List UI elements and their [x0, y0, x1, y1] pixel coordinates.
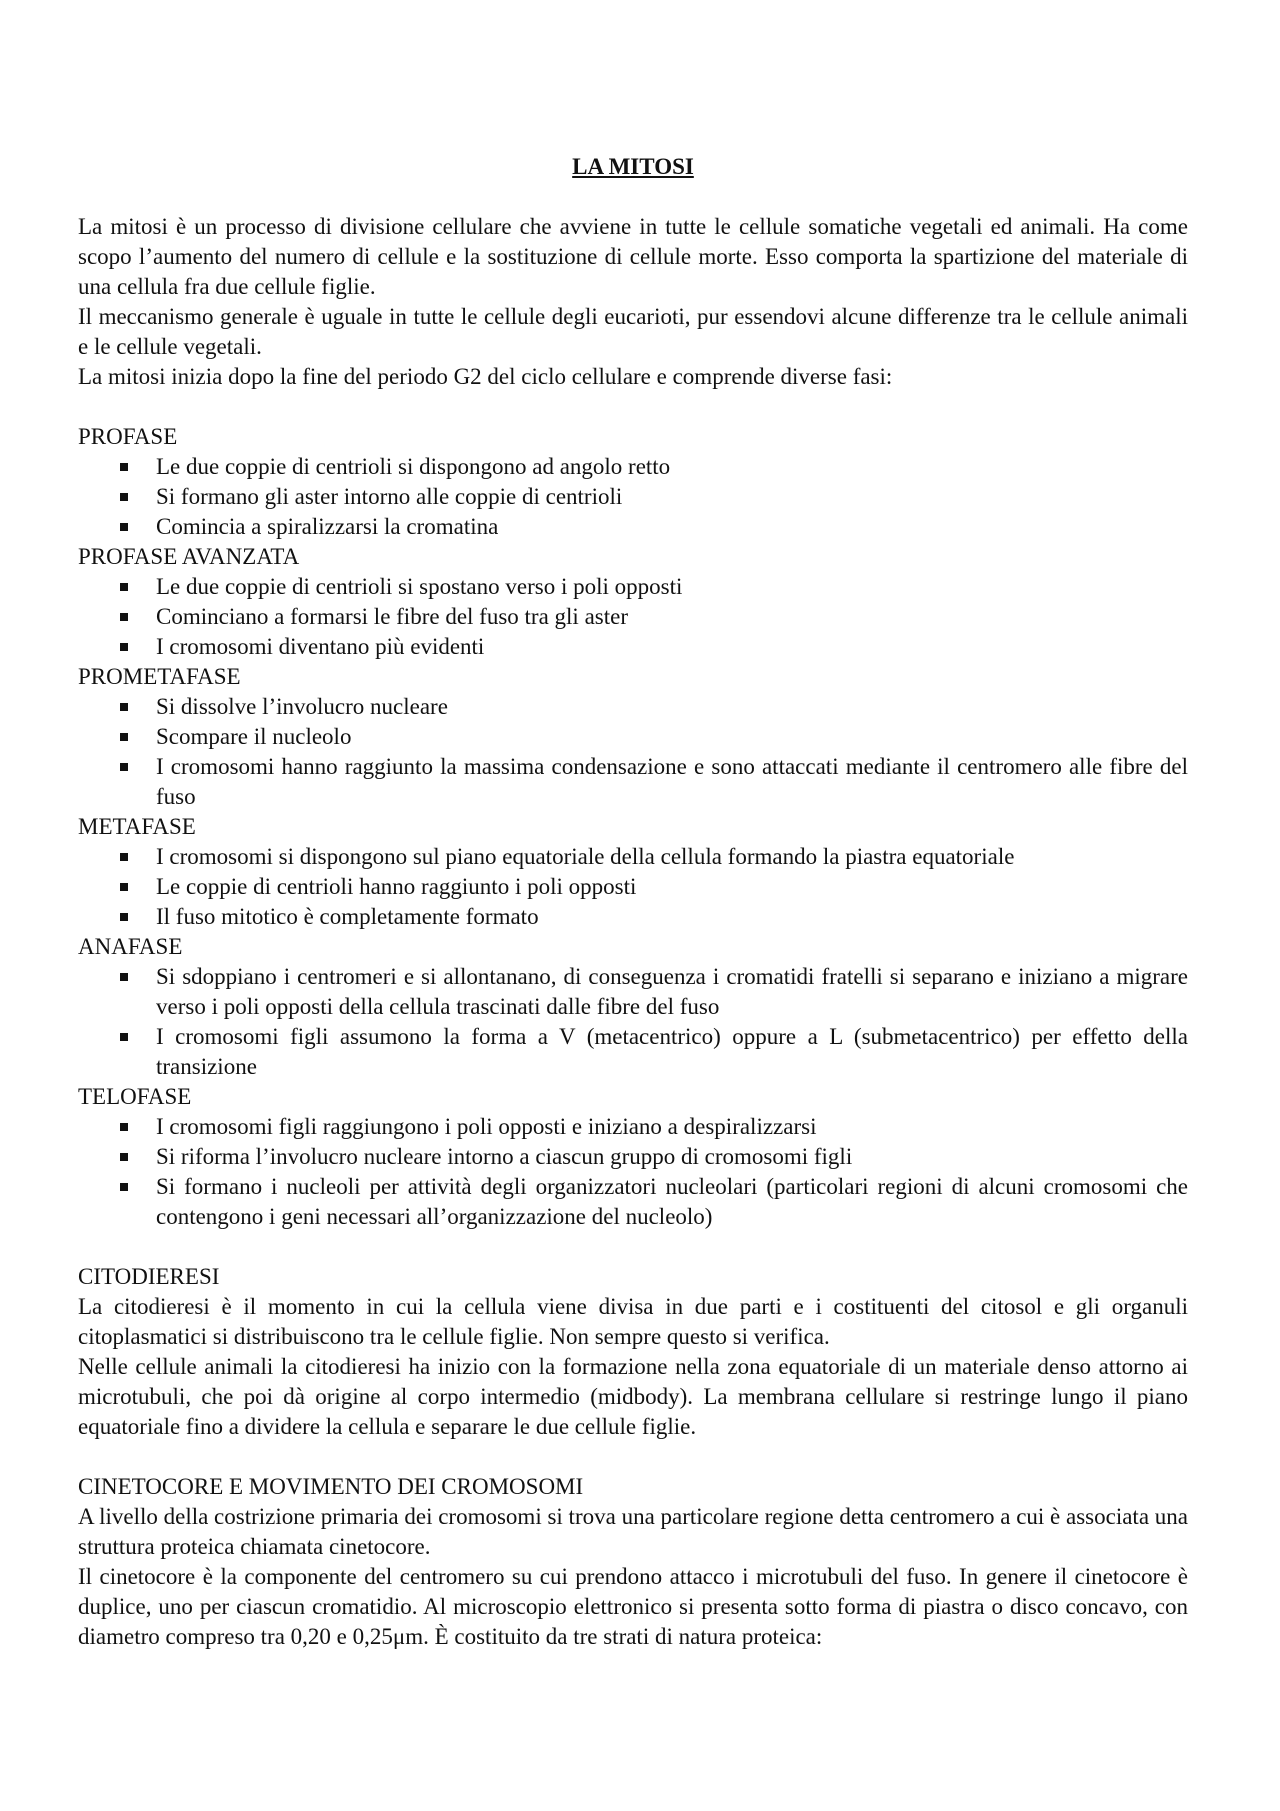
- square-bullet-icon: [120, 973, 128, 981]
- phase-heading: PROFASE AVANZATA: [78, 544, 300, 569]
- list-item: Il fuso mitotico è completamente formato: [78, 902, 1188, 932]
- spacer: [78, 1232, 1188, 1262]
- square-bullet-icon: [120, 703, 128, 711]
- square-bullet-icon: [120, 1033, 128, 1041]
- spacer: [78, 1442, 1188, 1472]
- phase-list: [78, 692, 1188, 812]
- section-paragraph: Nelle cellule animali la citodieresi ha inizio con la formazione nella zona equatoriale di un materiale denso attorno ai microtubuli, che poi dà origine al corpo intermedio (midbody). La membrana cellulare si restringe lungo il piano equatoriale fino a dividere la cellula e separare le due cellule figlie.: [78, 1354, 1188, 1439]
- phase-section: [78, 542, 1188, 662]
- phase-list: [78, 962, 1188, 1082]
- phase-heading: ANAFASE: [78, 934, 183, 959]
- section-paragraph: La citodieresi è il momento in cui la cellula viene divisa in due parti e i costituenti del citosol e gli organuli citoplasmatici si distribuiscono tra le cellule figlie. Non sempre questo si verifica.: [78, 1294, 1188, 1349]
- square-bullet-icon: [120, 1153, 128, 1161]
- list-item: Le coppie di centrioli hanno raggiunto i poli opposti: [78, 872, 1188, 902]
- list-item: Si formano i nucleoli per attività degli organizzatori nucleolari (particolari regioni di alcuni cromosomi che contengono i geni necessari all’organizzazione del nucleolo): [78, 1172, 1188, 1232]
- phase-list: [78, 842, 1188, 932]
- square-bullet-icon: [120, 763, 128, 771]
- square-bullet-icon: [120, 853, 128, 861]
- list-item: Le due coppie di centrioli si spostano verso i poli opposti: [78, 572, 1188, 602]
- spacer: [78, 392, 1188, 422]
- section-heading: CINETOCORE E MOVIMENTO DEI CROMOSOMI: [78, 1474, 584, 1499]
- list-item: Cominciano a formarsi le fibre del fuso tra gli aster: [78, 602, 1188, 632]
- list-item: I cromosomi hanno raggiunto la massima condensazione e sono attaccati mediante il centromero alle fibre del fuso: [78, 752, 1188, 812]
- square-bullet-icon: [120, 1123, 128, 1131]
- cinetocore-section: [78, 1472, 1188, 1652]
- phase-list: [78, 1112, 1188, 1232]
- list-item: I cromosomi si dispongono sul piano equatoriale della cellula formando la piastra equatoriale: [78, 842, 1188, 872]
- square-bullet-icon: [120, 733, 128, 741]
- phase-section: [78, 662, 1188, 812]
- square-bullet-icon: [120, 613, 128, 621]
- phase-heading: METAFASE: [78, 814, 196, 839]
- intro-paragraph: Il meccanismo generale è uguale in tutte le cellule degli eucarioti, pur essendovi alcune differenze tra le cellule animali e le cellule vegetali.: [78, 304, 1188, 359]
- citodieresi-section: [78, 1262, 1188, 1442]
- intro-paragraph: La mitosi inizia dopo la fine del periodo G2 del ciclo cellulare e comprende diverse fasi:: [78, 364, 893, 389]
- list-item: I cromosomi diventano più evidenti: [78, 632, 1188, 662]
- document-page: [78, 152, 1188, 1652]
- phase-list: [78, 572, 1188, 662]
- square-bullet-icon: [120, 643, 128, 651]
- list-item: Si formano gli aster intorno alle coppie di centrioli: [78, 482, 1188, 512]
- list-item: Si sdoppiano i centromeri e si allontanano, di conseguenza i cromatidi fratelli si separano e iniziano a migrare verso i poli opposti della cellula trascinati dalle fibre del fuso: [78, 962, 1188, 1022]
- square-bullet-icon: [120, 583, 128, 591]
- intro-paragraph: La mitosi è un processo di divisione cellulare che avviene in tutte le cellule somatiche vegetali ed animali. Ha come scopo l’aumento del numero di cellule e la sostituzione di cellule morte. Esso comporta la spartizione del materiale di una cellula fra due cellule figlie.: [78, 214, 1188, 299]
- section-paragraph: Il cinetocore è la componente del centromero su cui prendono attacco i microtubuli del fuso. In genere il cinetocore è duplice, uno per ciascun cromatidio. Al microscopio elettronico si presenta sotto forma di piastra o disco concavo, con diametro compreso tra 0,20 e 0,25μm. È costituito da tre strati di natura proteica:: [78, 1564, 1188, 1649]
- phase-list: [78, 452, 1188, 542]
- square-bullet-icon: [120, 493, 128, 501]
- phase-heading: PROFASE: [78, 424, 178, 449]
- square-bullet-icon: [120, 463, 128, 471]
- square-bullet-icon: [120, 523, 128, 531]
- phase-section: [78, 932, 1188, 1082]
- list-item: I cromosomi figli assumono la forma a V (metacentrico) oppure a L (submetacentrico) per effetto della transizione: [78, 1022, 1188, 1082]
- phase-heading: PROMETAFASE: [78, 664, 241, 689]
- intro-section: [78, 212, 1188, 392]
- phase-section: [78, 422, 1188, 542]
- phase-section: [78, 1082, 1188, 1232]
- list-item: Scompare il nucleolo: [78, 722, 1188, 752]
- list-item: Comincia a spiralizzarsi la cromatina: [78, 512, 1188, 542]
- phase-heading: TELOFASE: [78, 1084, 192, 1109]
- list-item: I cromosomi figli raggiungono i poli opposti e iniziano a despiralizzarsi: [78, 1112, 1188, 1142]
- square-bullet-icon: [120, 913, 128, 921]
- document-title: LA MITOSI: [572, 154, 694, 179]
- square-bullet-icon: [120, 883, 128, 891]
- section-paragraph: A livello della costrizione primaria dei cromosomi si trova una particolare regione detta centromero a cui è associata una struttura proteica chiamata cinetocore.: [78, 1504, 1188, 1559]
- list-item: Si riforma l’involucro nucleare intorno a ciascun gruppo di cromosomi figli: [78, 1142, 1188, 1172]
- list-item: Le due coppie di centrioli si dispongono ad angolo retto: [78, 452, 1188, 482]
- section-heading: CITODIERESI: [78, 1264, 220, 1289]
- phase-section: [78, 812, 1188, 932]
- list-item: Si dissolve l’involucro nucleare: [78, 692, 1188, 722]
- square-bullet-icon: [120, 1183, 128, 1191]
